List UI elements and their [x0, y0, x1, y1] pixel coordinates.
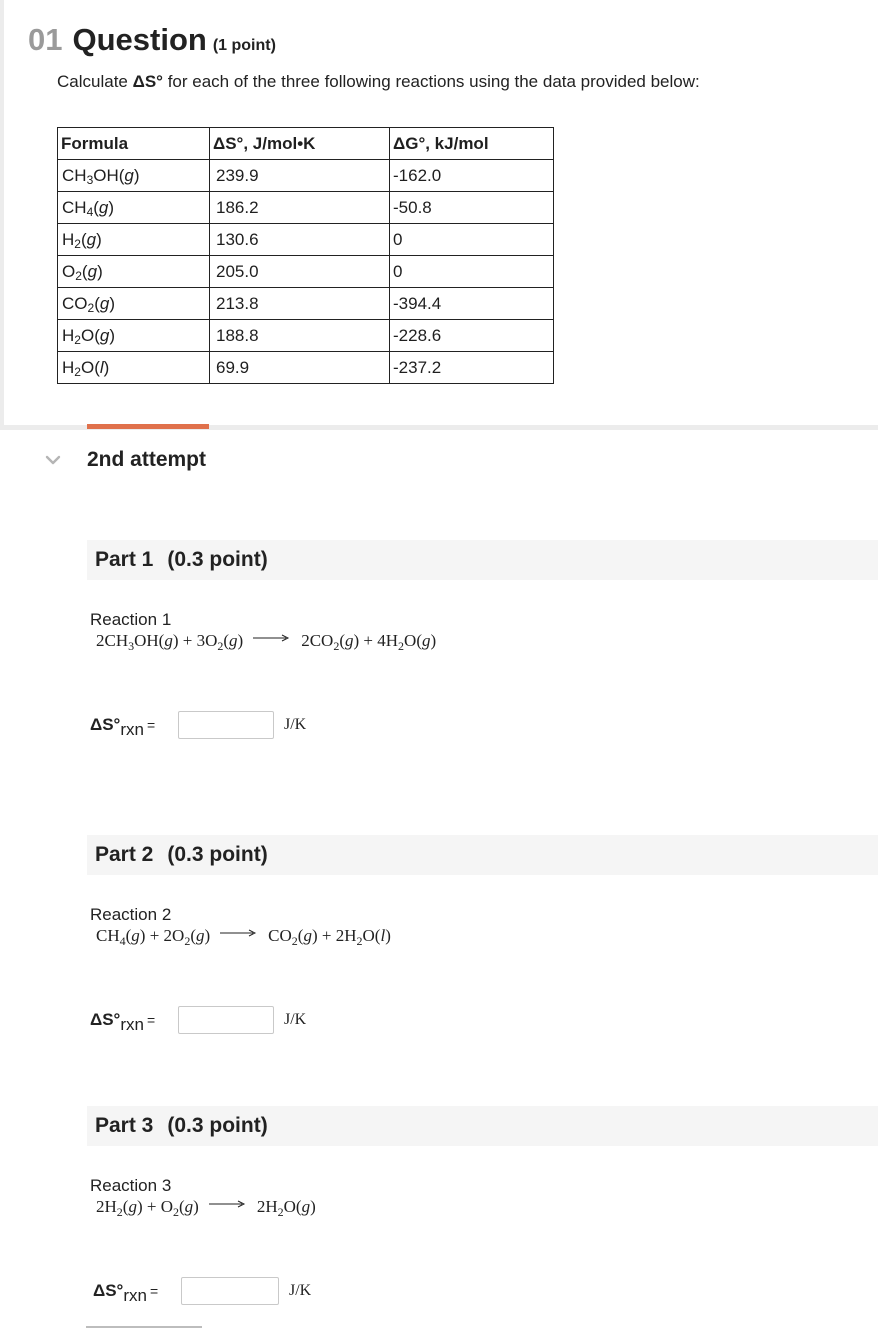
entropy-cell: 186.2: [210, 192, 390, 224]
part-1-unit: J/K: [284, 716, 307, 733]
formula-cell: $CH_3OH(g)$: [58, 160, 210, 192]
part-2-points: (0.3 point): [167, 843, 268, 866]
table-row: [58, 192, 554, 224]
chevron-down-icon[interactable]: [44, 452, 62, 468]
gibbs-cell: 0: [390, 256, 554, 288]
header-gibbs: ΔG°, kJ/mol: [390, 128, 554, 160]
formula-cell: $CO_2(g)$: [58, 288, 210, 320]
entropy-cell: 69.9: [210, 352, 390, 384]
part-2-answer-row: [90, 1006, 306, 1034]
gibbs-cell: -228.6: [390, 320, 554, 352]
equals-sign: =: [146, 717, 156, 733]
table-row: [58, 320, 554, 352]
prompt-text-end: for each of the three following reactions using the data provided below:: [162, 72, 700, 91]
right-arrow-icon: [209, 1200, 247, 1208]
formula-cell: $H_2O(g)$: [58, 320, 210, 352]
reaction-2-label: Reaction 2: [90, 905, 172, 924]
part-1-answer-label: [90, 715, 178, 739]
part-1-title: [87, 548, 268, 572]
table-row: [58, 352, 554, 384]
part-2-answer-label: [90, 1010, 178, 1034]
part-3-name: Part 3: [95, 1114, 154, 1137]
delta-s-symbol: ΔS°: [90, 715, 121, 734]
entropy-cell: 213.8: [210, 288, 390, 320]
part-3-answer-row: [93, 1277, 311, 1305]
part-3-unit: J/K: [289, 1282, 312, 1299]
reaction-1-equation: $2CH_3OH(g) + 3O_2(g) 2CO_2(g) + 4H_2O(g)$: [96, 631, 437, 653]
gibbs-cell: -237.2: [390, 352, 554, 384]
right-arrow-icon: [253, 634, 291, 642]
rxn-subscript: rxn: [120, 720, 144, 739]
header-entropy: ΔS°, J/mol•K: [210, 128, 390, 160]
reaction-2-equation: $CH_4(g) + 2O_2(g) CO_2(g) + 2H_2O(l)$: [96, 926, 391, 948]
equals-sign: =: [146, 1012, 156, 1028]
part-3-header: [87, 1106, 878, 1146]
part-1-answer-row: [90, 711, 306, 739]
rxn-subscript: rxn: [120, 1015, 144, 1034]
part-1-name: Part 1: [95, 548, 154, 571]
reaction-3-equation: $2H_2(g) + O_2(g)$ $2H_2O(g)$: [96, 1197, 316, 1219]
table-row: [58, 224, 554, 256]
header-formula: Formula: [58, 128, 210, 160]
part-2-header: [87, 835, 878, 875]
formula-cell: $H_2(g)$: [58, 224, 210, 256]
part-3-title: [87, 1114, 268, 1138]
question-header: [28, 22, 276, 58]
part-2-title: [87, 843, 268, 867]
question-prompt: [57, 72, 700, 92]
reaction-1-label: Reaction 1: [90, 610, 172, 629]
attempt-accent-bar: [87, 424, 209, 429]
formula-cell: $H_2O(l)$: [58, 352, 210, 384]
table-row: [58, 160, 554, 192]
part-2-unit: J/K: [284, 1011, 307, 1028]
entropy-cell: 188.8: [210, 320, 390, 352]
table-row: [58, 288, 554, 320]
reaction-3-label: Reaction 3: [90, 1176, 172, 1195]
part-1-answer-input[interactable]: [178, 711, 274, 739]
rxn-subscript: rxn: [123, 1286, 147, 1305]
formula-cell: $O_2(g)$: [58, 256, 210, 288]
question-title: Question: [72, 22, 207, 57]
part-2-answer-input[interactable]: [178, 1006, 274, 1034]
gibbs-cell: -394.4: [390, 288, 554, 320]
part-1-points: (0.3 point): [167, 548, 268, 571]
table-header-row: [58, 128, 554, 160]
part-1-header: [87, 540, 878, 580]
gibbs-cell: -162.0: [390, 160, 554, 192]
question-points: (1 point): [212, 37, 276, 54]
right-arrow-icon: [220, 929, 258, 937]
formula-cell: $CH_4(g)$: [58, 192, 210, 224]
table-body: [58, 160, 554, 384]
question-number: 01: [28, 22, 63, 57]
gibbs-cell: 0: [390, 224, 554, 256]
gibbs-cell: -50.8: [390, 192, 554, 224]
entropy-cell: 205.0: [210, 256, 390, 288]
part-2-name: Part 2: [95, 843, 154, 866]
part-3-answer-input[interactable]: [181, 1277, 279, 1305]
delta-s-symbol: ΔS°: [90, 1010, 121, 1029]
entropy-cell: 239.9: [210, 160, 390, 192]
entropy-cell: 130.6: [210, 224, 390, 256]
left-rule: [0, 0, 4, 425]
delta-s-symbol: ΔS°: [93, 1281, 124, 1300]
prompt-text-start: Calculate: [57, 72, 133, 91]
table-row: [58, 256, 554, 288]
equals-sign: =: [149, 1283, 159, 1299]
part-3-points: (0.3 point): [167, 1114, 268, 1137]
prompt-symbol: ΔS°: [132, 72, 163, 91]
thermo-data-table: [57, 127, 554, 384]
attempt-label: 2nd attempt: [87, 448, 207, 471]
part-3-answer-label: [93, 1281, 181, 1305]
